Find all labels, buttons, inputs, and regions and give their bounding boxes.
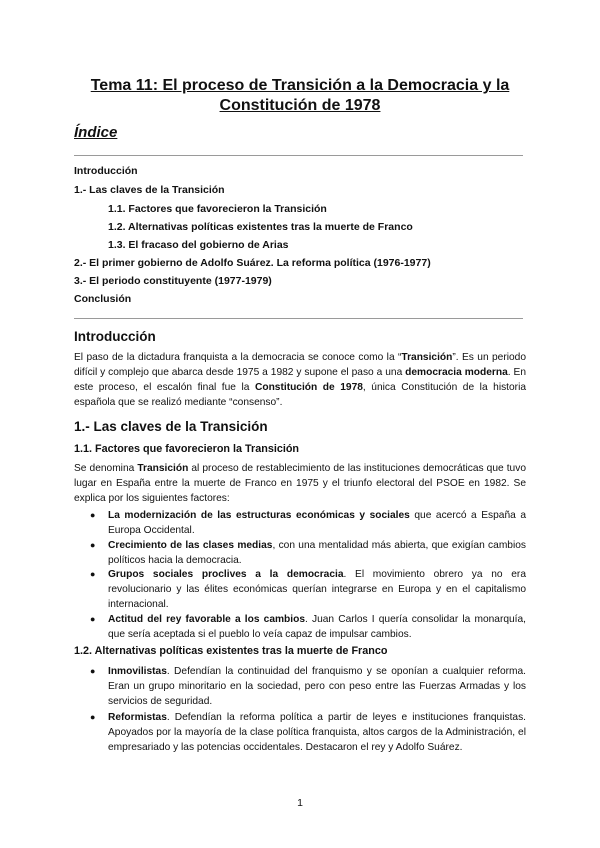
bullet-icon: ● — [90, 540, 96, 550]
toc-item[interactable]: 3.- El periodo constituyente (1977-1979) — [74, 275, 272, 287]
divider — [74, 318, 523, 319]
list-item: ● Inmovilistas. Defendían la continuidad del franquismo y se oponían a cualquier reforma. Eran un grupo minoritario en la sociedad, pero con peso entre las Fuerzas Armadas y los servicios de seguridad. — [90, 666, 526, 707]
toc-item[interactable]: Introducción — [74, 165, 138, 177]
intro-paragraph: El paso de la dictadura franquista a la democracia se conoce como la “Transición”. Es un periodo difícil y complejo que abarca desde 1975 a 1982 y supone el paso a una democracia moderna. En este proceso, el escalón final fue la Constitución de 1978, única Constitución de la historia española que se realizó mediante “consenso”. — [74, 352, 526, 408]
bullet-icon: ● — [90, 510, 96, 520]
section-1-1-paragraph: Se denomina Transición al proceso de restablecimiento de las instituciones democráticas que tuvo lugar en España entre la muerte de Franco en 1975 y el triunfo electoral del PSOE en 1982. Se explica por los siguientes factores: — [74, 463, 526, 504]
bullet-icon: ● — [90, 614, 96, 624]
toc-item[interactable]: Conclusión — [74, 293, 132, 305]
document-title: Tema 11: El proceso de Transición a la Democracia y la Constitución de 1978 — [90, 77, 510, 114]
toc-item[interactable]: 1.2. Alternativas políticas existentes tras la muerte de Franco — [108, 221, 413, 233]
bullet-icon: ● — [90, 712, 96, 722]
list-item: ● Actitud del rey favorable a los cambios. Juan Carlos I quería consolidar la monarquía, que sería aceptada si el pueblo lo veía capaz de impulsar cambios. — [90, 614, 526, 640]
page-number: 1 — [297, 797, 303, 809]
list-item: ● La modernización de las estructuras económicas y sociales que acercó a España a Europa Occidental. — [90, 510, 526, 536]
toc-item[interactable]: 1.- Las claves de la Transición — [74, 184, 225, 196]
section-heading-1: 1.- Las claves de la Transición — [74, 419, 268, 434]
list-item: ● Grupos sociales proclives a la democracia. El movimiento obrero ya no era revolucionario y las élites económicas querían integrarse en Europa y en el capitalismo internacional. — [90, 569, 526, 610]
subsection-heading-1-2: 1.2. Alternativas políticas existentes tras la muerte de Franco — [74, 645, 388, 657]
subsection-heading-1-1: 1.1. Factores que favorecieron la Transición — [74, 443, 300, 455]
divider — [74, 155, 523, 156]
list-item: ● Reformistas. Defendían la reforma política a partir de leyes e instituciones franquistas. Apoyados por la mayoría de la clase política franquista, altos cargos de la Administración, el empresariado y las potencias occidentales. Destacaron el rey y Adolfo Suárez. — [90, 712, 526, 753]
toc-item[interactable]: 1.3. El fracaso del gobierno de Arias — [108, 239, 289, 251]
toc-item[interactable]: 2.- El primer gobierno de Adolfo Suárez. La reforma política (1976-1977) — [74, 257, 431, 269]
index-heading: Índice — [74, 124, 118, 141]
bullet-icon: ● — [90, 569, 96, 579]
toc-item[interactable]: 1.1. Factores que favorecieron la Transición — [108, 203, 327, 215]
list-item: ● Crecimiento de las clases medias, con una mentalidad más abierta, que exigían cambios políticos hacia la democracia. — [90, 540, 526, 566]
bullet-icon: ● — [90, 666, 96, 676]
section-heading-intro: Introducción — [74, 329, 156, 344]
